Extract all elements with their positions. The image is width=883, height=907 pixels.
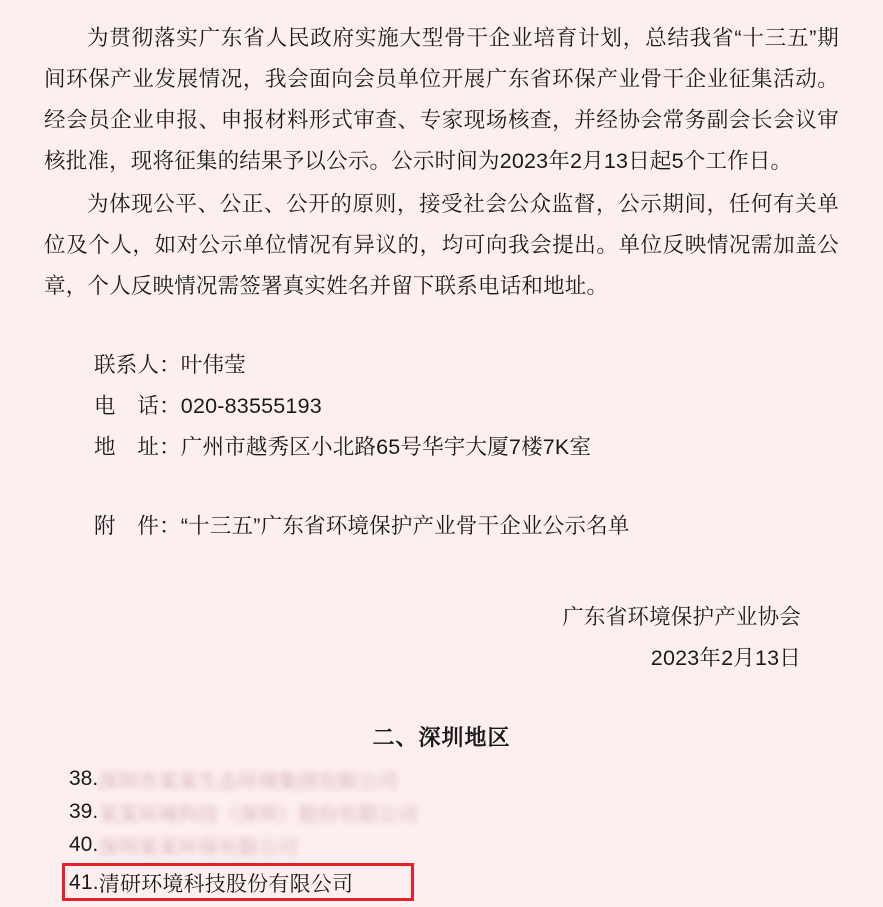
list-item-number: 38. [69, 767, 99, 790]
contact-phone: 电 话：020-83555193 [94, 394, 322, 418]
redacted-text: 深圳某某环保有限公司 [98, 837, 299, 859]
contact-person: 联系人：叶伟莹 [94, 353, 246, 377]
signature-block [44, 597, 839, 679]
signature-organization: 广东省环境保护产业协会 [562, 605, 801, 629]
redacted-company-name [98, 769, 399, 793]
contact-block [44, 345, 839, 468]
attachment-block [44, 506, 839, 547]
section-heading: 二、深圳地区 [372, 725, 511, 750]
company-list [44, 762, 839, 902]
redacted-company-name [98, 802, 419, 826]
attachment-line: 附 件：“十三五”广东省环境保护产业骨干企业公示名单 [94, 514, 630, 538]
list-item-number: 39. [69, 800, 99, 823]
paragraph-2: 为体现公平、公正、公开的原则，接受社会公众监督，公示期间，任何有关单位及个人，如对公示单位情况有异议的，均可向我会提出。单位反映情况需加盖公章，个人反映情况需签署真实姓名并留下联系电话和地址。 [44, 192, 839, 298]
highlighted-list-item [44, 863, 839, 902]
list-item-number: 41. [69, 870, 99, 894]
paragraph-1: 为贯彻落实广东省人民政府实施大型骨干企业培育计划，总结我省“十三五”期间环保产业发展情况，我会面向会员单位开展广东省环保产业骨干企业征集活动。经会员企业申报、申报材料形式审查、专家现场核查，并经协会常务副会长会议审核批准，现将征集的结果予以公示。公示时间为2023年2月13日起5个工作日。 [44, 26, 839, 173]
contact-address: 地 址：广州市越秀区小北路65号华宇大厦7楼7K室 [94, 435, 592, 459]
list-item-company-name: 清研环境科技股份有限公司 [98, 872, 354, 896]
signature-date: 2023年2月13日 [650, 646, 801, 670]
redacted-text: 某某环境科技（深圳）股份有限公司 [98, 804, 419, 826]
list-item [44, 828, 839, 861]
list-item-number: 40. [69, 833, 99, 856]
redacted-company-name [98, 835, 299, 859]
list-item [44, 795, 839, 828]
list-item [44, 762, 839, 795]
redacted-text: 深圳市某某生态环境集团有限公司 [98, 771, 399, 793]
